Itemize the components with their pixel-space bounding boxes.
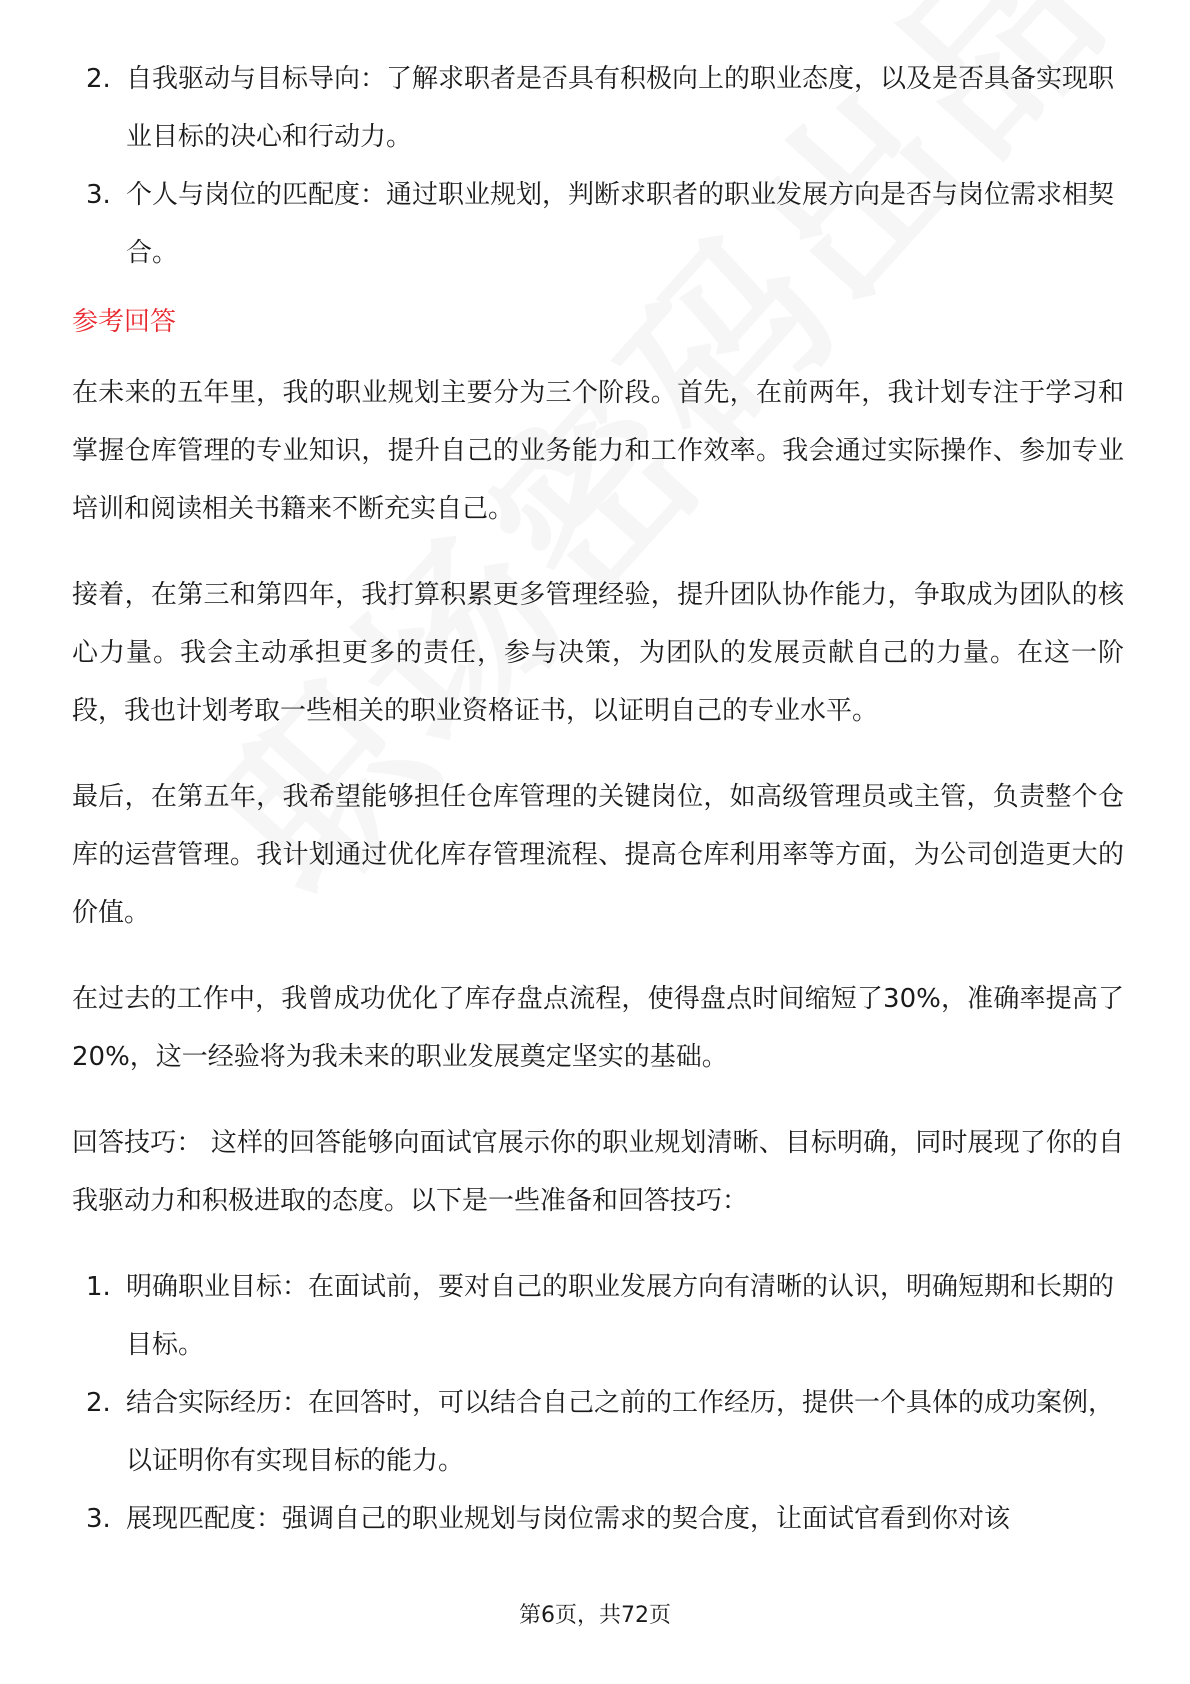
list-text: 明确职业目标：在面试前，要对自己的职业发展方向有清晰的认识，明确短期和长期的目标。 [126, 1272, 1115, 1360]
page-content [72, 50, 1124, 1548]
list-text: 个人与岗位的匹配度：通过职业规划，判断求职者的职业发展方向是否与岗位需求相契合。 [126, 180, 1115, 268]
list-item [72, 1258, 1124, 1374]
criteria-list [72, 50, 1124, 282]
tips-list [72, 1258, 1124, 1548]
list-item [72, 166, 1124, 282]
list-text: 结合实际经历：在回答时，可以结合自己之前的工作经历，提供一个具体的成功案例，以证明你有实现目标的能力。 [126, 1388, 1115, 1476]
list-number: 1. [86, 1272, 111, 1302]
page-footer: 第6页，共72页 [519, 1603, 671, 1628]
list-item [72, 1374, 1124, 1490]
list-number: 3. [86, 1504, 111, 1534]
paragraph: 最后，在第五年，我希望能够担任仓库管理的关键岗位，如高级管理员或主管，负责整个仓库的运营管理。我计划通过优化库存管理流程、提高仓库利用率等方面，为公司创造更大的价值。 [72, 782, 1124, 928]
list-item [72, 50, 1124, 166]
list-number: 2. [86, 1388, 111, 1418]
list-number: 3. [86, 180, 111, 210]
paragraph: 回答技巧： 这样的回答能够向面试官展示你的职业规划清晰、目标明确，同时展现了你的自我驱动力和积极进取的态度。以下是一些准备和回答技巧： [72, 1128, 1124, 1216]
list-item [72, 1490, 1124, 1548]
list-text: 自我驱动与目标导向：了解求职者是否具有积极向上的职业态度，以及是否具备实现职业目标的决心和行动力。 [126, 64, 1115, 152]
list-number: 2. [86, 64, 111, 94]
paragraph: 在未来的五年里，我的职业规划主要分为三个阶段。首先，在前两年，我计划专注于学习和掌握仓库管理的专业知识，提升自己的业务能力和工作效率。我会通过实际操作、参加专业培训和阅读相关书籍来不断充实自己。 [72, 378, 1124, 524]
list-text: 展现匹配度：强调自己的职业规划与岗位需求的契合度，让面试官看到你对该 [126, 1504, 1011, 1534]
paragraph: 在过去的工作中，我曾成功优化了库存盘点流程，使得盘点时间缩短了30%，准确率提高了20%，这一经验将为我未来的职业发展奠定坚实的基础。 [72, 984, 1124, 1072]
paragraph: 接着，在第三和第四年，我打算积累更多管理经验，提升团队协作能力，争取成为团队的核心力量。我会主动承担更多的责任，参与决策，为团队的发展贡献自己的力量。在这一阶段，我也计划考取一些相关的职业资格证书，以证明自己的专业水平。 [72, 580, 1124, 726]
section-heading: 参考回答 [72, 307, 177, 337]
